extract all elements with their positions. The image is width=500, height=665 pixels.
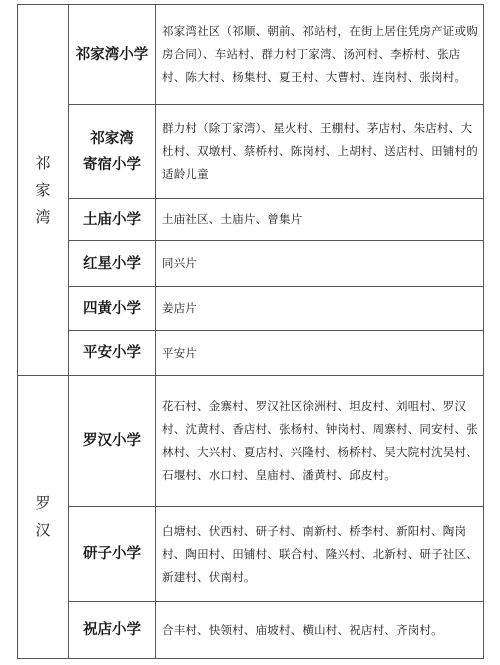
table-row xyxy=(18,602,484,659)
town-char: 汉 xyxy=(35,521,51,539)
school-name: 祝店小学 xyxy=(69,602,156,659)
town-char: 湾 xyxy=(35,207,51,226)
school-area: 群力村（除丁家湾）、星火村、王棚村、茅店村、朱店村、大杜村、双墩村、蔡桥村、陈岗村、上胡村、送店村、田铺村的适龄儿童 xyxy=(156,105,484,199)
town-char: 家 xyxy=(35,180,51,199)
table-row xyxy=(18,507,484,602)
table-row xyxy=(18,5,484,105)
school-name: 四黄小学 xyxy=(69,287,156,331)
school-name: 平安小学 xyxy=(69,331,156,376)
school-area: 同兴片 xyxy=(156,241,484,287)
table-row xyxy=(18,105,484,199)
school-area: 平安片 xyxy=(156,331,484,376)
school-area: 土庙社区、土庙片、曾集片 xyxy=(156,199,484,241)
school-area: 合丰村、快领村、庙坡村、横山村、祝店村、齐岗村。 xyxy=(156,602,484,659)
school-name: 罗汉小学 xyxy=(69,376,156,507)
town-char: 罗 xyxy=(35,494,51,512)
school-name: 红星小学 xyxy=(69,241,156,287)
school-area: 白塘村、伏西村、研子村、南新村、桥李村、新阳村、陶岗村、陶田村、田铺村、联合村、隆兴村、北新村、研子社区、新建村、伏南村。 xyxy=(156,507,484,602)
school-name: 研子小学 xyxy=(69,507,156,602)
school-name: 祁家湾 寄宿小学 xyxy=(69,105,156,199)
town-cell-luohan xyxy=(18,376,69,659)
table-row xyxy=(18,376,484,507)
school-area: 花石村、金寨村、罗汉社区徐洲村、坦皮村、刘咀村、罗汉村、沈黄村、香店村、张杨村、钟岗村、周寨村、同安村、张林村、大兴村、夏店村、兴隆村、杨桥村、吴大院村沈吴村、石堰村、水口村、皇庙村、潘黄村、邱皮村。 xyxy=(156,376,484,507)
school-name: 祁家湾小学 xyxy=(69,5,156,105)
table-row xyxy=(18,199,484,241)
table-row xyxy=(18,241,484,287)
school-area: 祁家湾社区（祁顺、朝前、祁站村，在街上居住凭房产证或购房合同）、车站村、群力村丁家湾、汤河村、李桥村、张店村、陈大村、杨集村、夏王村、大曹村、连岗村、张岗村。 xyxy=(156,5,484,105)
town-cell-qijiawan xyxy=(18,5,69,376)
table-row xyxy=(18,287,484,331)
table-row xyxy=(18,331,484,376)
school-area: 姜店片 xyxy=(156,287,484,331)
school-name: 土庙小学 xyxy=(69,199,156,241)
school-district-table xyxy=(17,4,484,659)
town-char: 祁 xyxy=(35,153,51,172)
